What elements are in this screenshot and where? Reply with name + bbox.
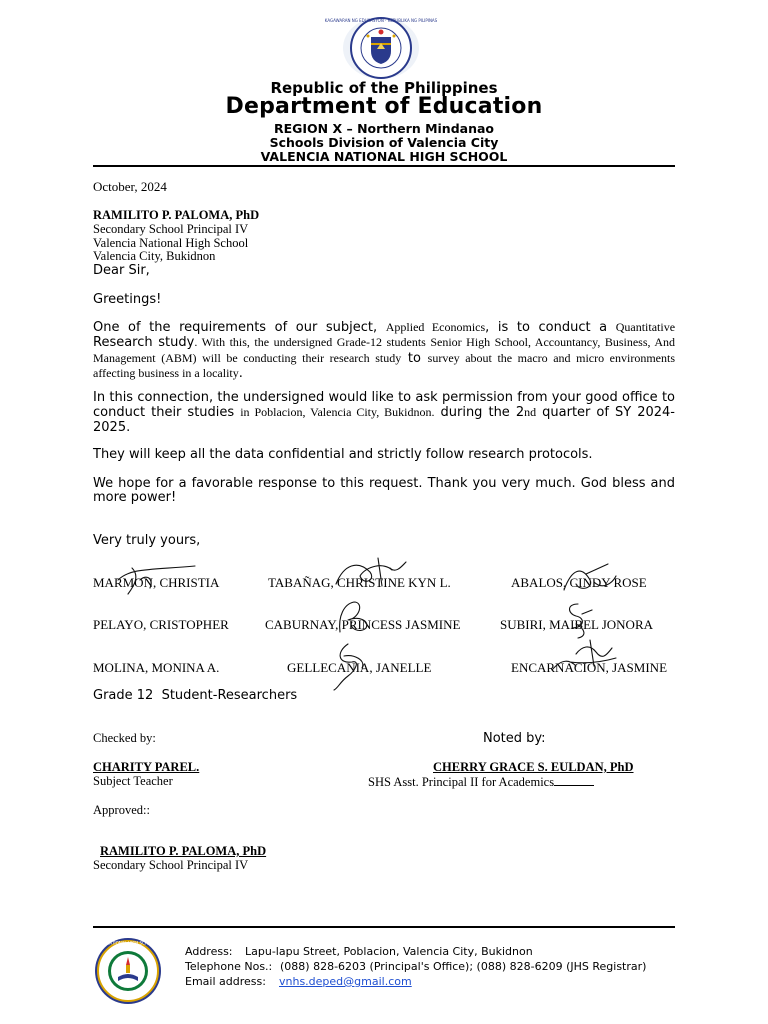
school-line: VALENCIA NATIONAL HIGH SCHOOL (260, 149, 508, 164)
researcher-name: ABALOS, CINDY ROSE (511, 575, 647, 590)
phone-value: (088) 828-6203 (Principal's Office); (088) 828-6209 (JHS Registrar) (280, 960, 647, 973)
region-line: REGION X – Northern Mindanao (273, 121, 494, 136)
logo-text: VALENCIA NATIONAL HIGH SCHOOL · 1970 (85, 940, 171, 946)
closing: Very truly yours, (93, 533, 201, 548)
division-line: Schools Division of Valencia City (269, 135, 499, 150)
approved-label: Approved:: (93, 803, 150, 817)
noter-name: CHERRY GRACE S. EULDAN, PhD (433, 760, 634, 774)
researcher-name: SUBIRI, MAIBEL JONORA (500, 617, 653, 632)
recipient-school: Valencia National High School (93, 236, 249, 250)
email-label: Email address: (185, 975, 266, 988)
checked-by-label: Checked by: (93, 731, 156, 745)
deped-seal (324, 15, 438, 81)
recipient-address: Valencia City, Bukidnon (93, 249, 216, 263)
paragraph-4: We hope for a favorable response to this request. Thank you very much. God bless and more power! (93, 476, 675, 506)
address-value: Lapu-lapu Street, Poblacion, Valencia City, Bukidnon (245, 945, 533, 958)
header-divider (93, 165, 675, 167)
seal-text: KAGAWARAN NG EDUKASYON · REPUBLIKA NG PILIPINAS (324, 18, 438, 23)
approver-title: Secondary School Principal IV (93, 858, 249, 872)
paragraph-1: One of the requirements of our subject, Applied Economics, is to conduct a Quantitative Research study. With this, the undersigned Grade-12 students Senior High School, Accountancy, Business, And Management (ABM) will be conducting their research study to survey about the macro and micro environments affecting business in a locality. (93, 320, 676, 381)
researcher-name: GELLECANIA, JANELLE (287, 660, 432, 675)
signature-subiri (558, 598, 598, 640)
salutation: Dear Sir, (93, 263, 150, 278)
signature-abalos (560, 560, 620, 600)
researcher-name: TABAÑAG, CHRISTINE KYN L. (268, 575, 451, 590)
noted-by-label: Noted by: (483, 731, 546, 746)
footer-divider (93, 926, 675, 928)
paragraph-2: In this connection, the undersigned would like to ask permission from your good office to conduct their studies in Poblacion, Valencia City, Bukidnon. during the 2nd quarter of SY 2024-2025. (93, 390, 675, 435)
paragraph-3: They will keep all the data confidential and strictly follow research protocols. (93, 447, 593, 462)
approver-name: RAMILITO P. PALOMA, PhD (100, 844, 267, 858)
checker-name: CHARITY PAREL. (93, 760, 200, 774)
recipient-name: RAMILITO P. PALOMA, PhD (93, 208, 260, 222)
signature-marmon (110, 558, 200, 598)
researcher-name: PELAYO, CRISTOPHER (93, 617, 229, 632)
department-title: Department of Education (225, 94, 543, 119)
signature-gellecania (326, 640, 376, 692)
republic-line: Republic of the Philippines (270, 79, 498, 97)
letter-date: October, 2024 (93, 179, 167, 194)
greeting: Greetings! (93, 292, 162, 307)
researcher-name: MOLINA, MONINA A. (93, 660, 220, 675)
researchers-label: Grade 12 Student-Researchers (93, 688, 298, 703)
researcher-name: CABURNAY, PRINCESS JASMINE (265, 617, 461, 632)
email-link[interactable]: vnhs.deped@gmail.com (279, 975, 412, 988)
researcher-name: MARMON, CHRISTIA (93, 575, 220, 590)
phone-label: Telephone Nos.: (185, 960, 273, 973)
recipient-title: Secondary School Principal IV (93, 222, 249, 236)
school-logo (85, 937, 171, 1005)
noter-title: SHS Asst. Principal II for Academics (368, 774, 594, 790)
researcher-name: ENCARNACION, JASMINE (511, 660, 668, 675)
signature-caburnay (330, 598, 380, 638)
checker-title: Subject Teacher (93, 774, 173, 788)
signature-tabanag (330, 554, 410, 594)
address-label: Address: (185, 945, 233, 958)
signature-encarnacion (546, 636, 620, 680)
